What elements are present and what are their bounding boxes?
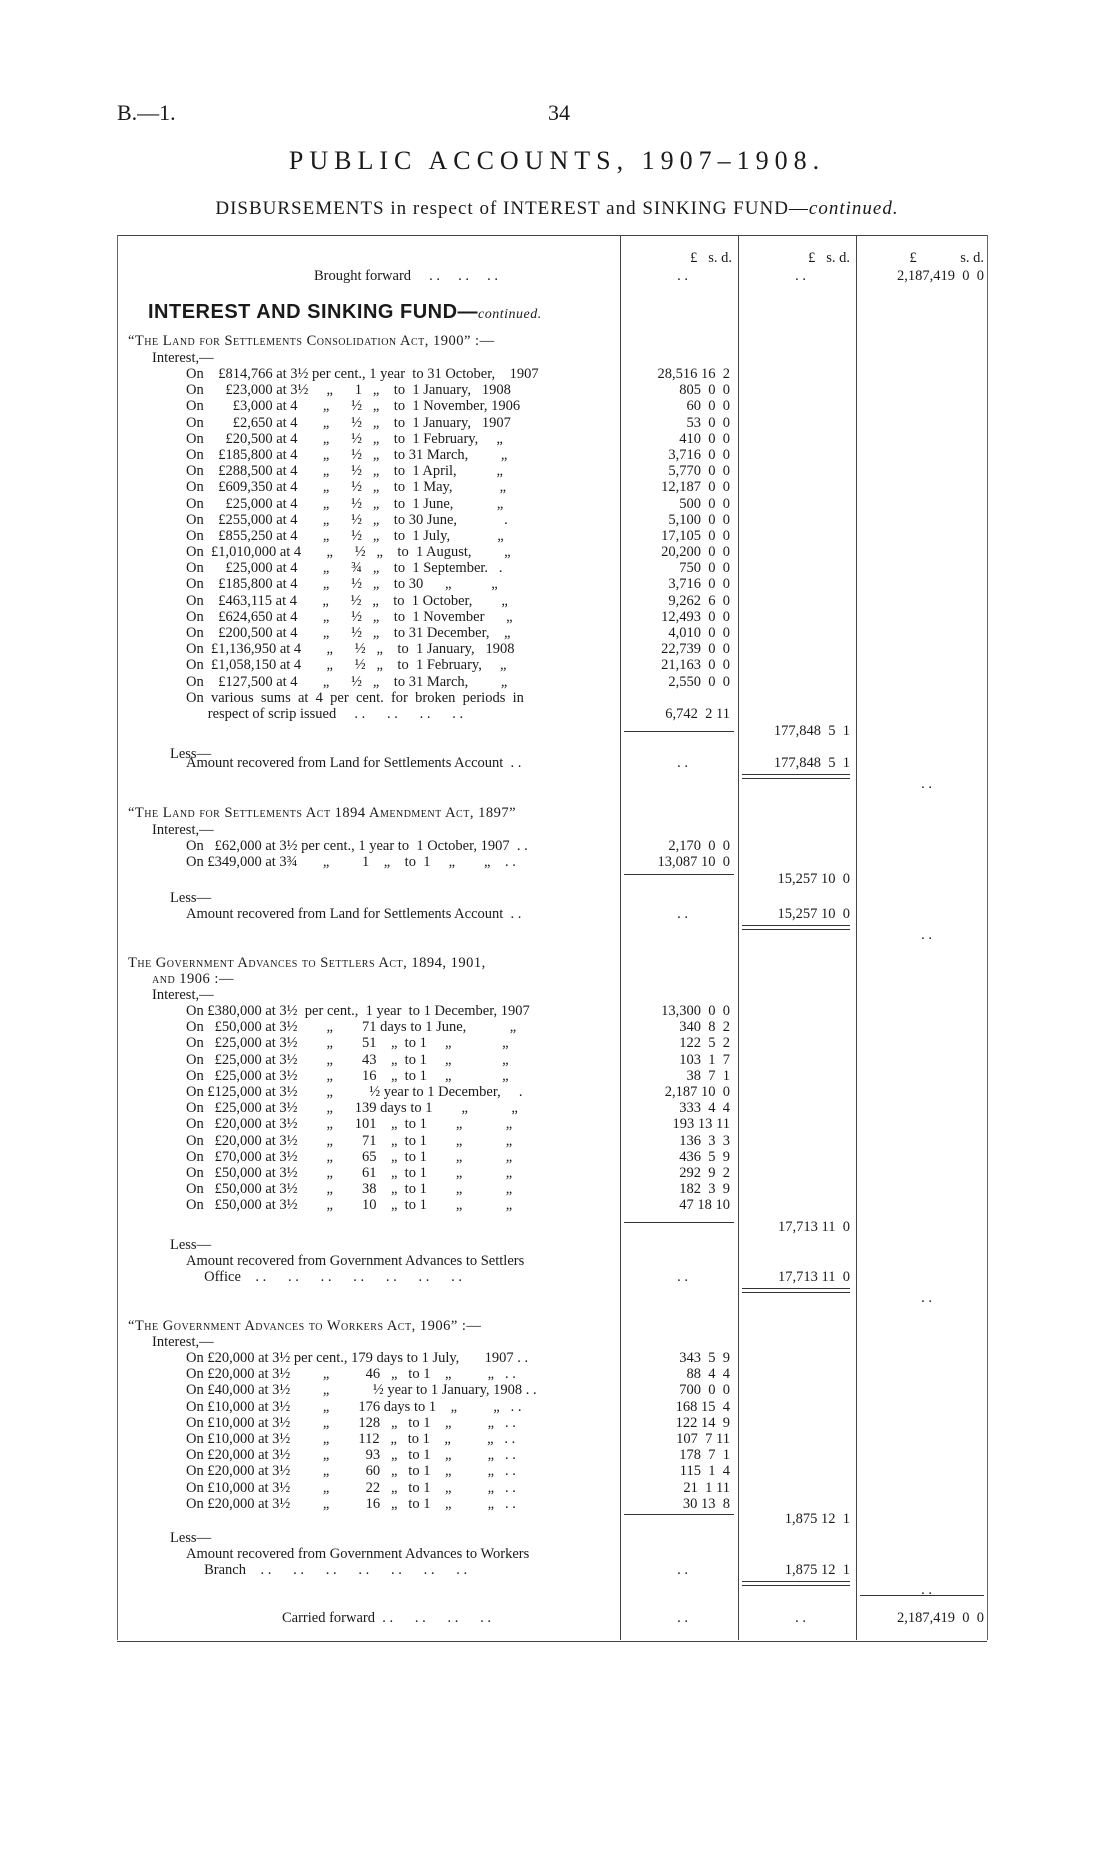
- section-title-advances-settlers: The Government Advances to Settlers Act, 1894, 1901,: [128, 955, 486, 971]
- interest-row-description: On £200,500 at 4 „ ½ „ to 31 December, „: [186, 625, 511, 641]
- recovered-c2: 177,848 5 1: [773, 755, 850, 771]
- subtitle-continued: continued.: [808, 198, 899, 219]
- interest-row-amount: 168 15 4: [675, 1398, 730, 1415]
- section-1-total: 177,848 5 1: [773, 723, 850, 739]
- interest-row-amount: 182 3 9: [679, 1181, 730, 1198]
- interest-row-amount: 2,187 10 0: [664, 1083, 730, 1100]
- interest-row-amount: 30 13 8: [682, 1495, 730, 1512]
- interest-row-amount: 500 0 0: [679, 495, 730, 512]
- interest-row-amount: 122 14 9: [675, 1414, 730, 1431]
- interest-row-description: On £10,000 at 3½ „ 22 „ to 1 „ „ . .: [186, 1479, 516, 1496]
- interest-row-amount: 750 0 0: [679, 560, 730, 577]
- interest-row-description: On £10,000 at 3½ „ 176 days to 1 „ „ . .: [186, 1398, 522, 1415]
- interest-row-description: On £25,000 at 3½ „ 51 „ to 1 „ „: [186, 1035, 509, 1052]
- subtotal-rule: [624, 731, 734, 732]
- recovered-label-line-2: Office . . . . . . . . . . . . . .: [186, 1269, 463, 1285]
- interest-row-description: On £25,000 at 3½ „ 43 „ to 1 „ „: [186, 1051, 509, 1068]
- interest-row-description: On £185,800 at 4 „ ½ „ to 30 „ „: [186, 576, 498, 593]
- interest-row-amount: 53 0 0: [686, 414, 730, 431]
- table-right-edge: [987, 235, 988, 1640]
- interest-row-description: On £349,000 at 3¾ „ 1 „ to 1 „ „ . .: [186, 854, 516, 871]
- interest-row-description: On £855,250 at 4 „ ½ „ to 1 July, „: [186, 527, 504, 544]
- interest-row-amount: 4,010 0 0: [668, 625, 730, 641]
- interest-row-description: On £20,000 at 3½ „ 71 „ to 1 „ „: [186, 1132, 513, 1149]
- total-rule: [742, 1581, 850, 1586]
- interest-row-description: On £10,000 at 3½ „ 128 „ to 1 „ „ . .: [186, 1414, 516, 1431]
- interest-row-amount: 805 0 0: [679, 382, 730, 399]
- brought-forward-c1: . .: [677, 268, 688, 284]
- interest-row-amount: 12,493 0 0: [661, 608, 730, 625]
- interest-row-amount: 333 4 4: [679, 1100, 730, 1117]
- total-rule: [742, 925, 850, 930]
- interest-row-description: On £10,000 at 3½ „ 112 „ to 1 „ „ . .: [186, 1430, 516, 1447]
- interest-row-amount: 9,262 6 0: [668, 592, 730, 609]
- interest-row-description: On £1,010,000 at 4 „ ½ „ to 1 August, „: [186, 544, 511, 561]
- interest-row-description: On £62,000 at 3½ per cent., 1 year to 1 October, 1907 . .: [186, 838, 528, 854]
- section-4-descriptions: [186, 1350, 537, 1512]
- interest-row-description: On £50,000 at 3½ „ 38 „ to 1 „ „: [186, 1181, 513, 1198]
- carried-forward-c3: 2,187,419 0 0: [897, 1610, 984, 1626]
- interest-row-amount: 343 5 9: [679, 1350, 730, 1366]
- interest-row-description: On £125,000 at 3½ „ ½ year to 1 December, .: [186, 1083, 523, 1100]
- brought-forward-c3: 2,187,419 0 0: [897, 268, 984, 284]
- less-label: Less—: [170, 890, 212, 906]
- subtotal-rule: [624, 874, 734, 875]
- section-1-values: [620, 366, 730, 722]
- interest-row-amount: 410 0 0: [679, 430, 730, 447]
- recovered-c2: 17,713 11 0: [778, 1269, 850, 1285]
- subtotal-rule: [624, 1514, 734, 1515]
- interest-row-description: On £50,000 at 3½ „ 71 days to 1 June, „: [186, 1019, 517, 1036]
- interest-row-description: On £288,500 at 4 „ ½ „ to 1 April, „: [186, 463, 503, 480]
- total-rule: [742, 1288, 850, 1293]
- carried-forward-c1: . .: [677, 1610, 688, 1626]
- section-title-land-settlements-1897: “The Land for Settlements Act 1894 Amendment Act, 1897”: [128, 805, 517, 821]
- section-4-values: [620, 1350, 730, 1512]
- interest-row-description: respect of scrip issued . . . . . . . .: [186, 705, 464, 722]
- interest-row-description: On £50,000 at 3½ „ 61 „ to 1 „ „: [186, 1164, 513, 1181]
- section-4-total: 1,875 12 1: [784, 1511, 850, 1527]
- recovered-c1: . .: [677, 1269, 688, 1285]
- interest-row-description: On £20,000 at 3½ „ 60 „ to 1 „ „ . .: [186, 1463, 516, 1480]
- interest-row-description: On £814,766 at 3½ per cent., 1 year to 31 October, 1907: [186, 366, 539, 382]
- section-title-advances-workers: “The Government Advances to Workers Act, 1906” :—: [128, 1318, 482, 1334]
- brought-forward-c2: . .: [795, 268, 806, 284]
- section-3-values: [620, 1003, 730, 1213]
- recovered-c2: 1,875 12 1: [784, 1562, 850, 1578]
- total-rule: [742, 774, 850, 779]
- interest-row-amount: 2,170 0 0: [668, 838, 730, 854]
- recovered-label-line-1: Amount recovered from Government Advances to Settlers: [186, 1253, 525, 1269]
- table-left-edge: [117, 235, 118, 1640]
- interest-row-description: On £1,136,950 at 4 „ ½ „ to 1 January, 1908: [186, 641, 515, 658]
- interest-row-amount: 178 7 1: [679, 1447, 730, 1464]
- section-3-descriptions: [186, 1003, 530, 1213]
- interest-row-description: On £25,000 at 4 „ ½ „ to 1 June, „: [186, 495, 504, 512]
- interest-row-description: On £609,350 at 4 „ ½ „ to 1 May, „: [186, 479, 507, 496]
- interest-row-amount: 21 1 11: [683, 1479, 730, 1496]
- section-2-total: 15,257 10 0: [777, 871, 850, 887]
- interest-row-description: On various sums at 4 per cent. for broken periods in: [186, 689, 524, 706]
- interest-row-amount: 12,187 0 0: [661, 479, 730, 496]
- interest-row-amount: 103 1 7: [679, 1051, 730, 1068]
- interest-row-description: On £50,000 at 3½ „ 10 „ to 1 „ „: [186, 1197, 513, 1214]
- interest-row-description: On £127,500 at 4 „ ½ „ to 31 March, „: [186, 673, 508, 690]
- interest-row-amount: 5,770 0 0: [668, 463, 730, 480]
- interest-row-amount: 60 0 0: [686, 398, 730, 415]
- brought-forward-label: Brought forward . . . . . .: [314, 268, 499, 284]
- interest-row-description: On £25,000 at 4 „ ¾ „ to 1 September. .: [186, 560, 503, 577]
- main-heading-bold: INTEREST AND SINKING FUND—: [148, 301, 479, 323]
- section-1-descriptions: [186, 366, 539, 722]
- column-header-3: £ s. d.: [909, 250, 984, 266]
- interest-row-amount: 20,200 0 0: [661, 544, 730, 561]
- column-header-2: £ s. d.: [808, 250, 850, 266]
- less-label: Less—: [170, 746, 212, 762]
- less-label: Less—: [170, 1237, 212, 1253]
- page-number: 34: [548, 100, 570, 125]
- subtitle-main: DISBURSEMENTS in respect of INTEREST and SINKING FUND—: [215, 198, 809, 219]
- interest-row-description: On £20,500 at 4 „ ½ „ to 1 February, „: [186, 430, 503, 447]
- interest-row-description: On £20,000 at 3½ „ 16 „ to 1 „ „ . .: [186, 1495, 516, 1512]
- interest-row-description: On £20,000 at 3½ „ 46 „ to 1 „ „ . .: [186, 1366, 516, 1383]
- recovered-c1: . .: [677, 755, 688, 771]
- page-subtitle: [0, 198, 1114, 220]
- interest-row-amount: 122 5 2: [679, 1035, 730, 1052]
- interest-row-description: On £3,000 at 4 „ ½ „ to 1 November, 1906: [186, 398, 521, 415]
- interest-row-amount: 3,716 0 0: [668, 446, 730, 463]
- subtotal-rule: [624, 1222, 734, 1223]
- recovered-c2: 15,257 10 0: [777, 906, 850, 922]
- interest-row-amount: 107 7 11: [676, 1430, 730, 1447]
- interest-row-description: On £25,000 at 3½ „ 139 days to 1 „ „: [186, 1100, 518, 1117]
- interest-row-amount: 13,300 0 0: [661, 1003, 730, 1019]
- interest-row-description: On £380,000 at 3½ per cent., 1 year to 1 December, 1907: [186, 1003, 530, 1019]
- interest-label: Interest,—: [152, 350, 214, 366]
- interest-row-description: On £20,000 at 3½ per cent., 179 days to 1 July, 1907 . .: [186, 1350, 529, 1366]
- section-4-net: . .: [921, 1582, 932, 1598]
- interest-row-description: On £25,000 at 3½ „ 16 „ to 1 „ „: [186, 1067, 509, 1084]
- interest-row-amount: 193 13 11: [672, 1116, 730, 1133]
- section-1-net: . .: [921, 776, 932, 792]
- recovered-c1: . .: [677, 906, 688, 922]
- section-title-land-settlements-1900: “The Land for Settlements Consolidation Act, 1900” :—: [128, 333, 495, 349]
- section-2-descriptions: [186, 838, 528, 870]
- interest-row-amount: 136 3 3: [679, 1132, 730, 1149]
- interest-label: Interest,—: [152, 987, 214, 1003]
- interest-row-amount: 88 4 4: [686, 1366, 730, 1383]
- recovered-label: Amount recovered from Land for Settlements Account . .: [186, 906, 522, 922]
- section-2-net: . .: [921, 927, 932, 943]
- recovered-label-line-2: Branch . . . . . . . . . . . . . .: [186, 1562, 468, 1578]
- interest-row-description: On £185,800 at 4 „ ½ „ to 31 March, „: [186, 446, 508, 463]
- interest-row-description: On £1,058,150 at 4 „ ½ „ to 1 February, „: [186, 657, 507, 674]
- interest-row-amount: 3,716 0 0: [668, 576, 730, 593]
- interest-row-description: On £255,000 at 4 „ ½ „ to 30 June, .: [186, 511, 508, 528]
- interest-row-description: On £20,000 at 3½ „ 93 „ to 1 „ „ . .: [186, 1447, 516, 1464]
- interest-row-amount: 47 18 10: [679, 1197, 730, 1214]
- page-title: PUBLIC ACCOUNTS, 1907–1908.: [288, 146, 826, 175]
- interest-row-amount: 21,163 0 0: [661, 657, 730, 674]
- interest-row-amount: 17,105 0 0: [661, 527, 730, 544]
- document-reference: B.—1.: [117, 100, 176, 125]
- column-rule-2: [738, 235, 739, 1640]
- interest-row-amount: 292 9 2: [679, 1164, 730, 1181]
- recovered-label-line-1: Amount recovered from Government Advances to Workers: [186, 1546, 530, 1562]
- interest-row-amount: 6,742 2 11: [665, 705, 730, 722]
- recovered-label: Amount recovered from Land for Settlements Account . .: [186, 755, 522, 771]
- section-2-values: [620, 838, 730, 870]
- section-3-total: 17,713 11 0: [778, 1219, 850, 1235]
- recovered-c1: . .: [677, 1562, 688, 1578]
- interest-row-amount: 13,087 10 0: [657, 854, 730, 871]
- main-heading-continued: continued.: [478, 307, 542, 322]
- interest-row-description: On £70,000 at 3½ „ 65 „ to 1 „ „: [186, 1148, 513, 1165]
- interest-row-amount: [620, 690, 730, 706]
- interest-row-amount: 28,516 16 2: [657, 366, 730, 382]
- interest-row-description: On £463,115 at 4 „ ½ „ to 1 October, „: [186, 592, 508, 609]
- section-title-advances-settlers-cont: and 1906 :—: [152, 971, 234, 987]
- interest-row-amount: 2,550 0 0: [668, 673, 730, 690]
- interest-row-amount: 115 1 4: [679, 1463, 730, 1480]
- main-heading: [148, 300, 542, 327]
- less-label: Less—: [170, 1530, 212, 1546]
- interest-row-description: On £40,000 at 3½ „ ½ year to 1 January, 1908 . .: [186, 1382, 537, 1399]
- interest-row-amount: 436 5 9: [679, 1148, 730, 1165]
- interest-row-amount: 5,100 0 0: [668, 511, 730, 528]
- carried-forward-label: Carried forward . . . . . . . .: [282, 1610, 491, 1626]
- interest-row-amount: 700 0 0: [679, 1382, 730, 1399]
- interest-row-amount: 22,739 0 0: [661, 641, 730, 658]
- interest-row-description: On £23,000 at 3½ „ 1 „ to 1 January, 1908: [186, 382, 511, 399]
- interest-row-description: On £624,650 at 4 „ ½ „ to 1 November „: [186, 608, 513, 625]
- interest-row-amount: 340 8 2: [679, 1019, 730, 1036]
- column-header-1: £ s. d.: [690, 250, 732, 266]
- grand-total-rule: [860, 1595, 984, 1596]
- interest-row-description: On £2,650 at 4 „ ½ „ to 1 January, 1907: [186, 414, 511, 431]
- interest-label: Interest,—: [152, 1334, 214, 1350]
- interest-label: Interest,—: [152, 822, 214, 838]
- carried-forward-c2: . .: [795, 1610, 806, 1626]
- interest-row-description: On £20,000 at 3½ „ 101 „ to 1 „ „: [186, 1116, 513, 1133]
- interest-row-amount: 38 7 1: [686, 1067, 730, 1084]
- section-3-net: . .: [921, 1290, 932, 1306]
